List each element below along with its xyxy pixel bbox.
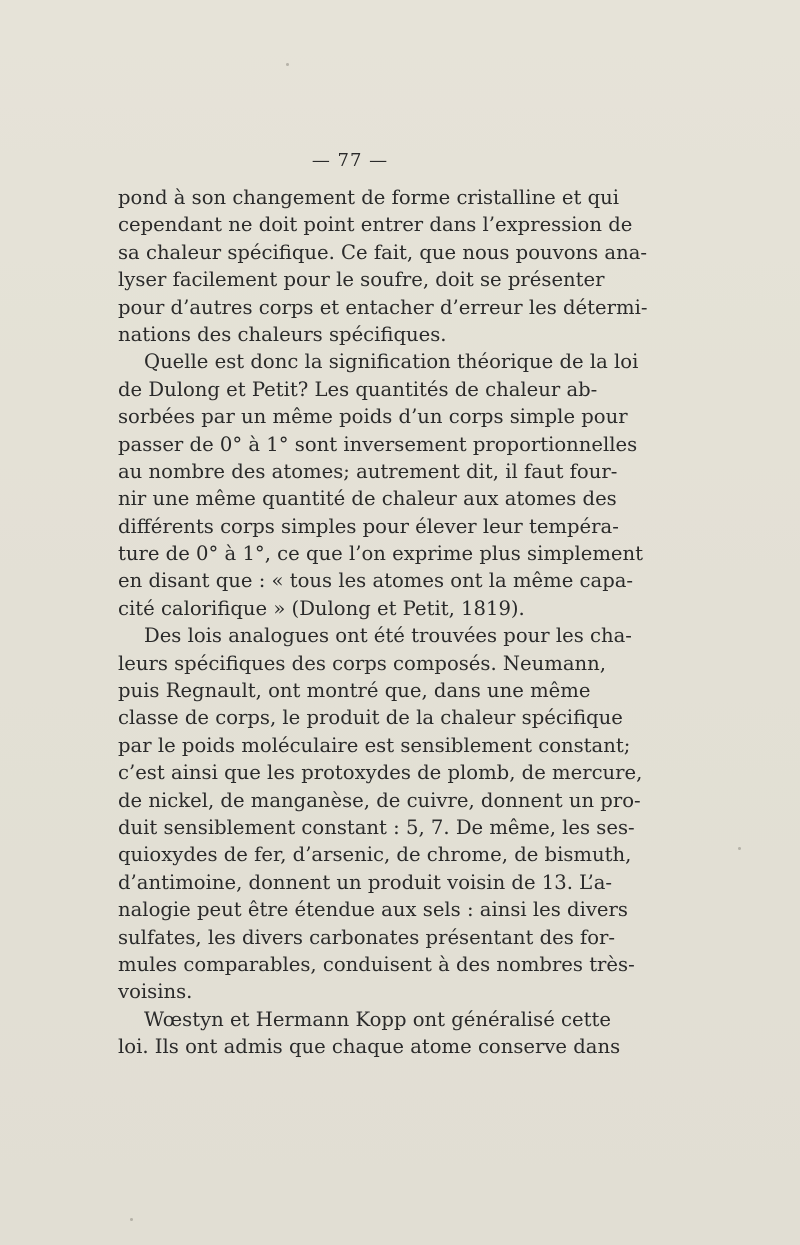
text-line: mules comparables, conduisent à des nombres très- — [118, 952, 635, 976]
text-line: ture de 0° à 1°, ce que l’on exprime plus simplement — [118, 542, 644, 566]
text-line: pond à son changement de forme cristalline et qui — [118, 186, 620, 209]
text-line: sorbées par un même poids d’un corps simple pour — [118, 405, 628, 429]
text-line: cependant ne doit point entrer dans l’expression de — [118, 213, 633, 237]
text-line: en disant que : « tous les atomes ont la même capa- — [118, 569, 634, 593]
text-line: nalogie peut être étendue aux sels : ainsi les divers — [118, 898, 628, 922]
text-line: puis Regnault, ont montré que, dans une même — [118, 679, 591, 703]
text-line: voisins. — [118, 980, 193, 1004]
text-line: leurs spécifiques des corps composés. Neumann, — [118, 651, 606, 675]
text-line: de nickel, de manganèse, de cuivre, donnent un pro- — [118, 788, 641, 812]
text-line: duit sensiblement constant : 5, 7. De même, les ses- — [118, 815, 635, 839]
text-line: au nombre des atomes; autrement dit, il faut four- — [118, 459, 618, 483]
text-line: cité calorifique » (Dulong et Petit, 1819). — [118, 596, 525, 620]
text-line: nir une même quantité de chaleur aux atomes des — [118, 487, 617, 511]
text-line: de Dulong et Petit? Les quantités de chaleur ab- — [118, 377, 598, 401]
text-line: d’antimoine, donnent un produit voisin de 13. L’a- — [118, 870, 613, 894]
text-line: classe de corps, le produit de la chaleur spécifique — [118, 706, 623, 730]
text-line: pour d’autres corps et entacher d’erreur les détermi- — [118, 295, 648, 319]
text-line: Wœstyn et Hermann Kopp ont généralisé cette — [144, 1007, 611, 1031]
paper-speck — [738, 847, 741, 850]
paper-speck — [130, 1218, 133, 1221]
text-line: passer de 0° à 1° sont inversement proportionnelles — [118, 432, 638, 456]
text-line: quioxydes de fer, d’arsenic, de chrome, de bismuth, — [118, 843, 632, 867]
text-line: loi. Ils ont admis que chaque atome conserve dans — [118, 1035, 621, 1059]
page-number: — 77 — — [311, 150, 389, 171]
text-line: lyser facilement pour le soufre, doit se présenter — [118, 268, 605, 292]
body-text — [118, 184, 648, 1061]
paper-speck — [286, 63, 289, 66]
text-line: différents corps simples pour élever leur tempéra- — [118, 514, 619, 538]
text-line: Quelle est donc la signification théorique de la loi — [144, 350, 639, 374]
text-line: c’est ainsi que les protoxydes de plomb, de mercure, — [118, 761, 643, 785]
text-line: Des lois analogues ont été trouvées pour les cha- — [144, 624, 632, 648]
text-line: nations des chaleurs spécifiques. — [118, 322, 447, 346]
text-line: par le poids moléculaire est sensiblement constant; — [118, 733, 631, 757]
text-line: sulfates, les divers carbonates présentant des for- — [118, 925, 616, 949]
text-line: sa chaleur spécifique. Ce fait, que nous pouvons ana- — [118, 240, 648, 264]
